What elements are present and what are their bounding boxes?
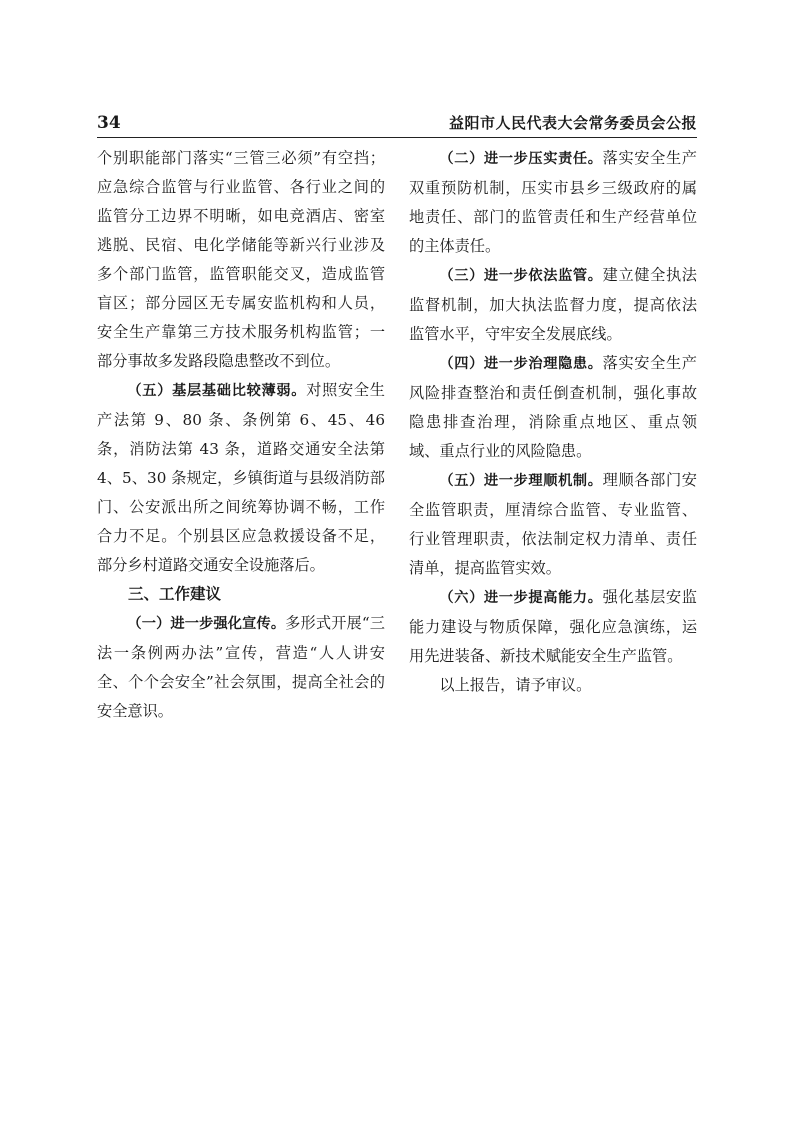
left-column — [97, 144, 385, 726]
suggestion-text: 建立健全执法监督机制，加大执法监督力度，提高依法监管水平，守牢安全发展底线。 — [409, 266, 697, 343]
suggestion-heading: （六）进一步提高能力。 — [439, 590, 603, 606]
journal-title: 益阳市人民代表大会常务委员会公报 — [448, 114, 697, 132]
suggestion-heading: （五）进一步理顺机制。 — [439, 473, 603, 489]
paragraph-grassroots — [97, 376, 385, 580]
header-rule — [97, 137, 697, 138]
page-header — [97, 112, 697, 136]
section-heading: 三、工作建议 — [128, 585, 222, 603]
suggestion-heading: （三）进一步依法监管。 — [439, 268, 603, 284]
suggestion-5 — [409, 466, 697, 583]
closing-line: 以上报告，请予审议。 — [439, 676, 592, 694]
paragraph-heading: （五）基层基础比较薄弱。 — [127, 383, 307, 399]
right-column — [409, 144, 697, 700]
suggestion-text: 落实安全生产双重预防机制，压实市县乡三级政府的属地责任、部门的监管责任和生产经营单位的主体责任。 — [409, 149, 697, 255]
continued-paragraph: 个别职能部门落实“三管三必须”有空挡；应急综合监管与行业监管、各行业之间的监管分工边界不明晰，如电竞酒店、密室逃脱、民宿、电化学储能等新兴行业涉及多个部门监管，监管职能交叉，造成监管盲区；部分园区无专属安监机构和人员，安全生产靠第三方技术服务机构监管；一部分事故多发路段隐患整改不到位。 — [97, 149, 385, 370]
suggestion-heading: （四）进一步治理隐患。 — [439, 356, 603, 372]
paragraph-text: 对照安全生产法第 9、80 条、条例第 6、45、46 条，消防法第 43 条，道路交通安全法第 4、5、30 条规定，乡镇街道与县级消防部门、公安派出所之间统筹协调不畅，工作合力不足。个别县区应急救援设备不足，部分乡村道路交通安全设施落后。 — [97, 381, 385, 574]
suggestion-4 — [409, 349, 697, 466]
suggestion-3 — [409, 261, 697, 349]
suggestion-heading: （二）进一步压实责任。 — [439, 151, 603, 167]
page-number: 34 — [97, 113, 121, 133]
suggestion-text: 理顺各部门安全监管职责，厘清综合监管、专业监管、行业管理职责，依法制定权力清单、责任清单，提高监管实效。 — [409, 471, 697, 577]
suggestion-text: 强化基层安监能力建设与物质保障，强化应急演练，运用先进装备、新技术赋能安全生产监管。 — [409, 588, 697, 665]
suggestion-1 — [97, 609, 385, 726]
suggestion-2 — [409, 144, 697, 261]
suggestion-text: 多形式开展“三法一条例两办法”宣传，营造“人人讲安全、个个会安全”社会氛围，提高全社会的安全意识。 — [97, 614, 385, 720]
suggestion-6 — [409, 583, 697, 671]
suggestion-text: 落实安全生产风险排查整治和责任倒查机制，强化事故隐患排查治理，消除重点地区、重点领域、重点行业的风险隐患。 — [409, 354, 697, 460]
suggestion-heading: （一）进一步强化宣传。 — [127, 616, 286, 632]
